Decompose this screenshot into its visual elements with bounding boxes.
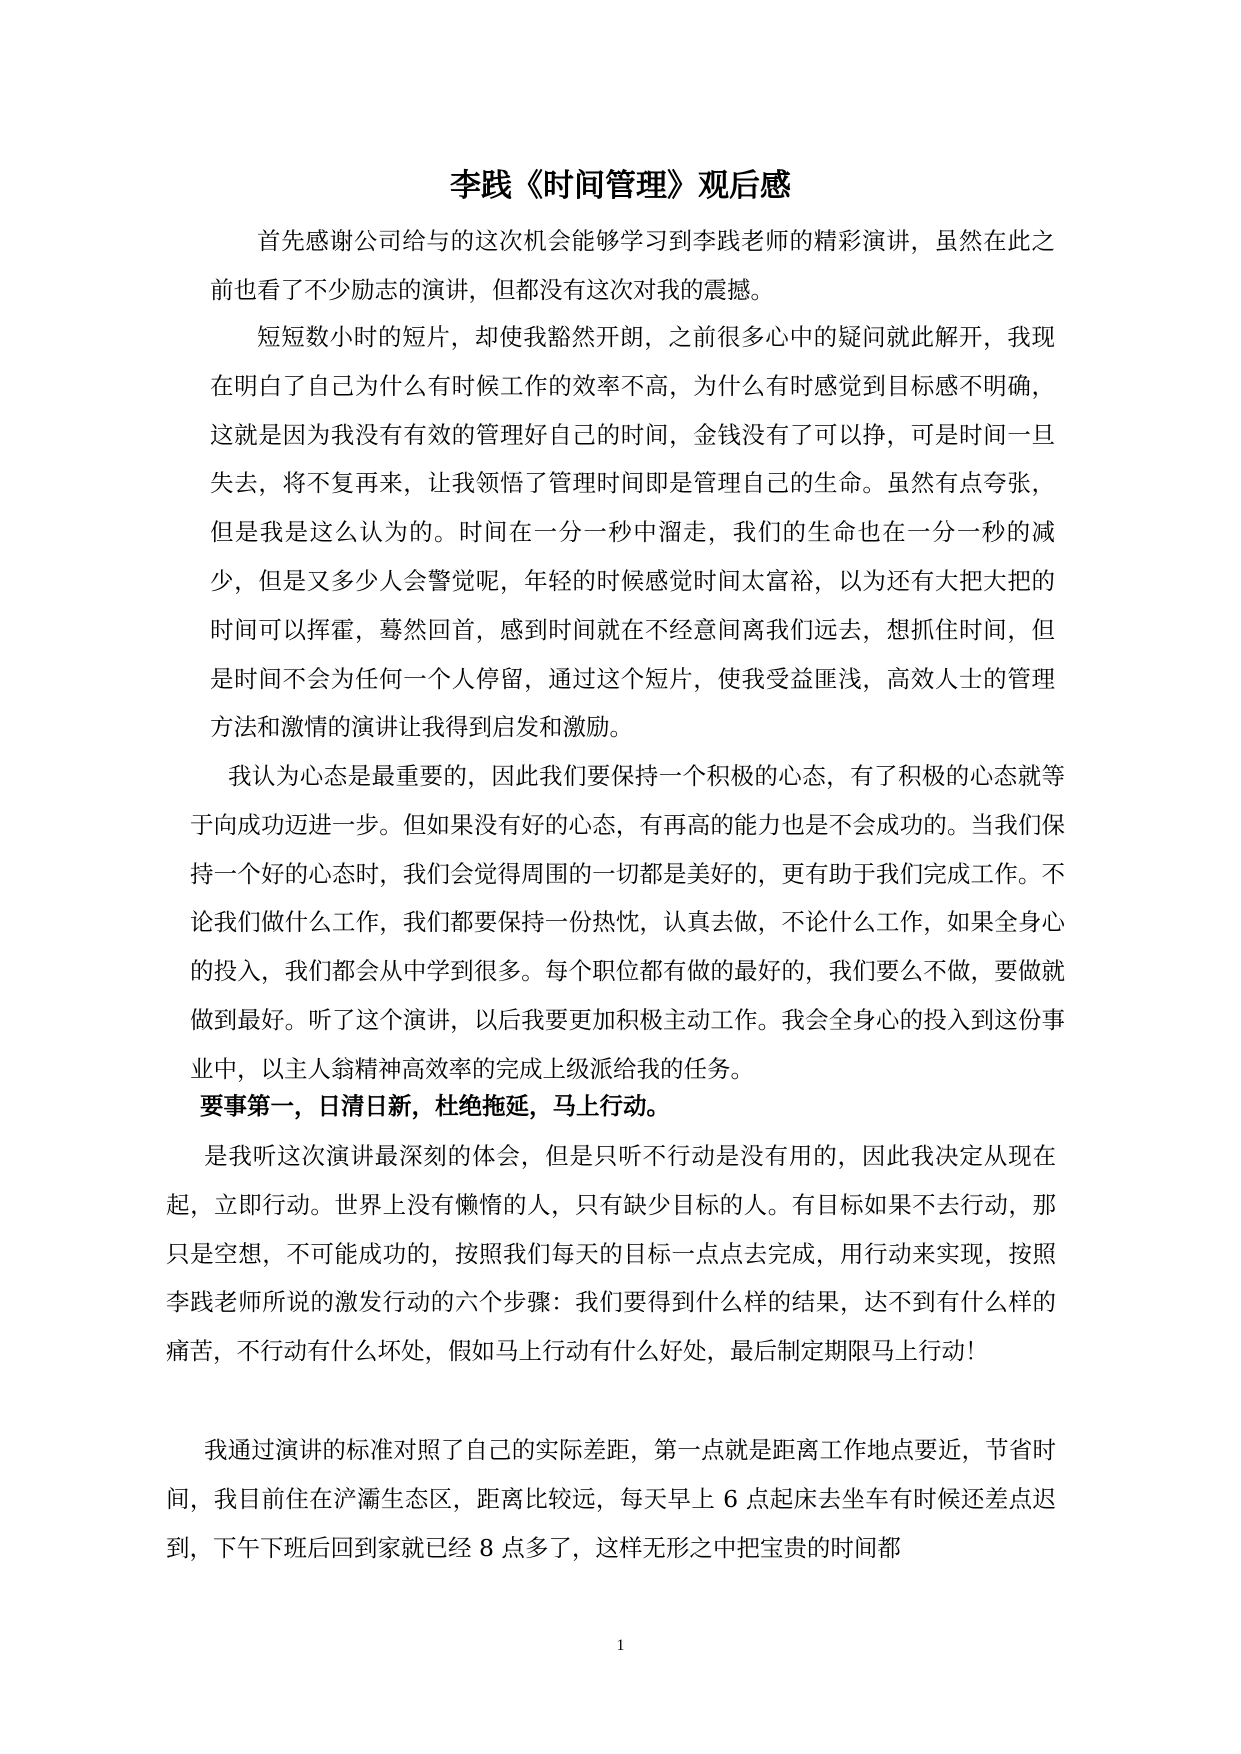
page-number: 1	[616, 1637, 625, 1654]
paragraph-mindset: 我认为心态是最重要的，因此我们要保持一个积极的心态，有了积极的心态就等于向成功迈进一步。但如果没有好的心态，有再高的能力也是不会成功的。当我们保持一个好的心态时，我们会觉得周围的一切都是美好的，更有助于我们完成工作。不论我们做什么工作，我们都要保持一份热忱，认真去做，不论什么工作，如果全身心的投入，我们都会从中学到很多。每个职位都有做的最好的，我们要么不做，要做就做到最好。听了这个演讲，以后我要更加积极主动工作。我会全身心的投入到这份事业中，以主人翁精神高效率的完成上级派给我的任务。	[190, 762, 1065, 1083]
bold-heading: 要事第一，日清日新，杜绝拖延，马上行动。	[200, 1092, 670, 1120]
paragraph-action: 是我听这次演讲最深刻的体会，但是只听不行动是没有用的，因此我决定从现在起，立即行动。世界上没有懒惰的人，只有缺少目标的人。有目标如果不去行动，那只是空想，不可能成功的，按照我们每天的目标一点点去完成，用行动来实现，按照李践老师所说的激发行动的六个步骤：我们要得到什么样的结果，达不到有什么样的痛苦，不行动有什么坏处，假如马上行动有什么好处，最后制定期限马上行动！	[166, 1142, 1056, 1366]
paragraph-intro: 首先感谢公司给与的这次机会能够学习到李践老师的精彩演讲，虽然在此之前也看了不少励志的演讲，但都没有这次对我的震撼。	[210, 227, 1055, 304]
paragraph-self-review: 我通过演讲的标准对照了自己的实际差距，第一点就是距离工作地点要近，节省时间，我目前住在浐灞生态区，距离比较远，每天早上 6 点起床去坐车有时候还差点迟到，下午下班后回到家就已经 8 点多了，这样无形之中把宝贵的时间都	[166, 1436, 1056, 1562]
paragraph-short-film: 短短数小时的短片，却使我豁然开朗，之前很多心中的疑问就此解开，我现在明白了自己为什么有时候工作的效率不高，为什么有时感觉到目标感不明确，这就是因为我没有有效的管理好自己的时间，金钱没有了可以挣，可是时间一旦失去，将不复再来，让我领悟了管理时间即是管理自己的生命。虽然有点夸张，但是我是这么认为的。时间在一分一秒中溜走，我们的生命也在一分一秒的减少，但是又多少人会警觉呢，年轻的时候感觉时间太富裕，以为还有大把大把的时间可以挥霍，蓦然回首，感到时间就在不经意间离我们远去，想抓住时间，但是时间不会为任何一个人停留，通过这个短片，使我受益匪浅，高效人士的管理方法和激情的演讲让我得到启发和激励。	[210, 323, 1055, 742]
document-title: 李践《时间管理》观后感	[450, 168, 791, 204]
